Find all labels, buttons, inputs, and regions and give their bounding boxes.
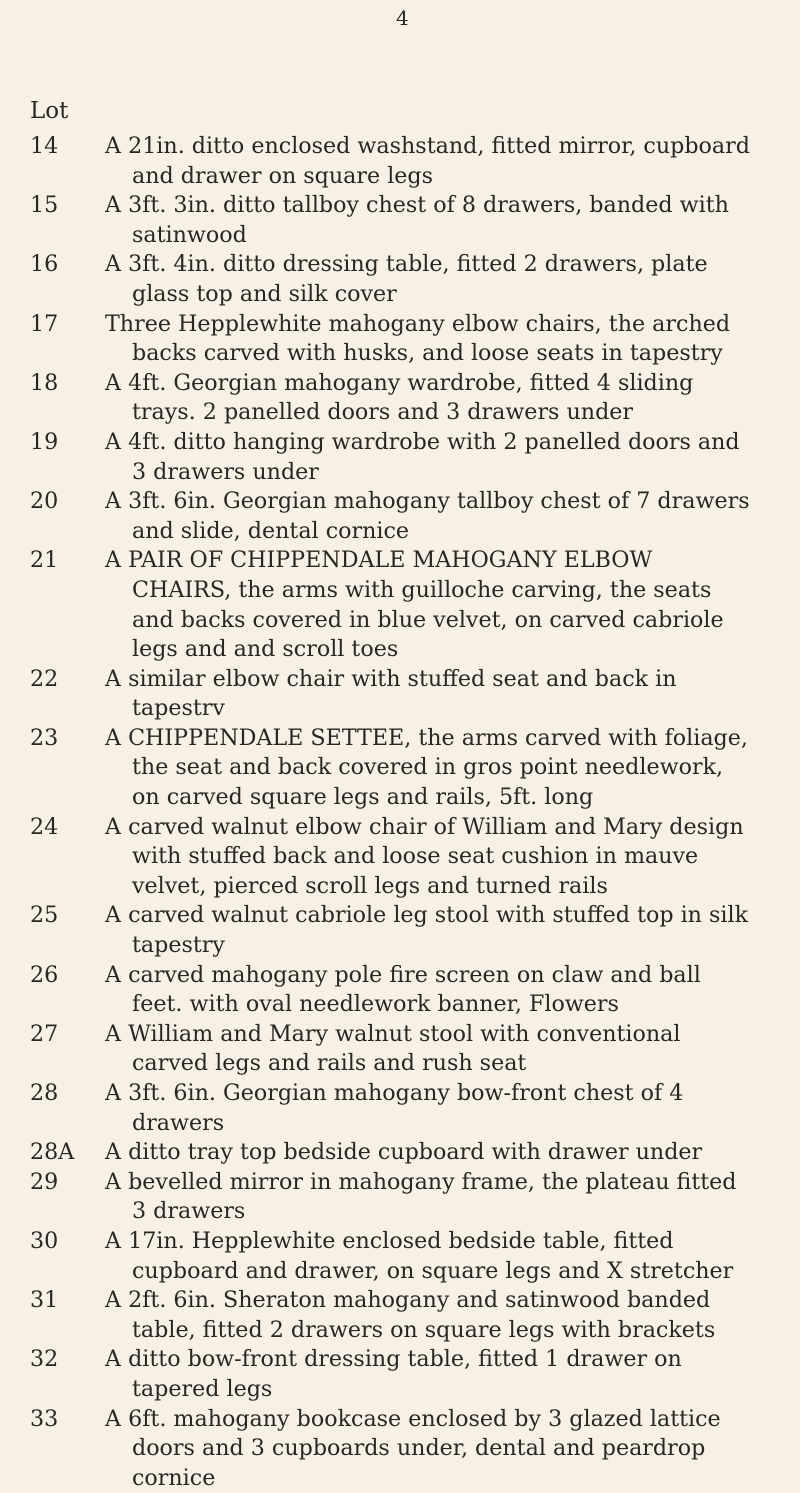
lot-description: A ditto bow-front dressing table, fitted 1 drawer on tapered legs [105,1346,682,1402]
lot-number: 32 [30,1346,59,1373]
lot-number: 27 [30,1020,59,1047]
lot-entry [0,487,800,546]
lot-description: A 4ft. ditto hanging wardrobe with 2 panelled doors and 3 drawers under [105,428,740,485]
lot-description: A carved walnut cabriole leg stool with stuffed top in silk tapestry [105,902,749,959]
lot-description: A 6ft. mahogany bookcase enclosed by 3 glazed lattice doors and 3 cupboards under, dental and peardrop cornice [105,1405,721,1491]
lot-entry [0,1345,800,1404]
lot-number: 31 [30,1287,59,1314]
lot-description: A carved walnut elbow chair of William and Mary design with stuffed back and loose seat cushion in mauve velvet, pierced scroll legs and turned rails [105,813,744,899]
lot-list [0,132,800,1493]
lot-description: A 3ft. 6in. Georgian mahogany tallboy chest of 7 drawers and slide, dental cornice [105,488,750,544]
lot-entry [0,1286,800,1345]
lot-number: 23 [30,724,59,751]
lot-entry [0,369,800,428]
lot-description: A ditto tray top bedside cupboard with drawer under [105,1139,703,1166]
lot-description: A similar elbow chair with stuffed seat and back in tapestrv [105,665,677,722]
lot-description: A CHIPPENDALE SETTEE, the arms carved with foliage, the seat and back covered in gros point needlework, on carved square legs and rails, 5ft. long [105,724,748,811]
lot-description: A 3ft. 6in. Georgian mahogany bow-front chest of 4 drawers [105,1080,684,1136]
lot-number: 15 [30,192,59,219]
lot-description: A PAIR OF CHIPPENDALE MAHOGANY ELBOW CHAIRS, the arms with guilloche carving, the seats and backs covered in blue velvet, on carved cabriole legs and and scroll toes [105,547,724,663]
lot-number: 21 [30,547,59,574]
lot-entry [0,813,800,902]
lot-entry [0,250,800,309]
lot-number: 25 [30,902,59,929]
lot-number: 24 [30,813,59,840]
lot-number: 28A [30,1139,75,1166]
lot-entry [0,961,800,1020]
lot-entry [0,1138,800,1168]
lot-description: A carved mahogany pole fire screen on claw and ball feet. with oval needlework banner, Flowers [105,961,701,1018]
lot-number: 22 [30,665,59,692]
lot-number: 16 [30,251,59,278]
lot-column-heading: Lot [30,98,69,124]
lot-description: A 4ft. Georgian mahogany wardrobe, fitted 4 sliding trays. 2 panelled doors and 3 drawers under [105,369,694,426]
lot-number: 19 [30,428,59,455]
lot-number: 20 [30,488,59,515]
lot-description: A bevelled mirror in mahogany frame, the plateau fitted 3 drawers [105,1168,737,1225]
lot-entry [0,1168,800,1227]
lot-description: A 17in. Hepplewhite enclosed bedside table, fitted cupboard and drawer, on square legs and X stretcher [105,1227,734,1284]
lot-entry [0,901,800,960]
lot-entry [0,132,800,191]
lot-number: 33 [30,1405,59,1432]
lot-entry [0,191,800,250]
lot-number: 18 [30,369,59,396]
lot-entry [0,428,800,487]
lot-entry [0,1079,800,1138]
lot-entry [0,724,800,813]
lot-number: 28 [30,1080,59,1106]
lot-number: 30 [30,1227,59,1254]
lot-entry [0,1020,800,1079]
lot-description: A 3ft. 3in. ditto tallboy chest of 8 drawers, banded with satinwood [105,192,729,248]
lot-description: Three Hepplewhite mahogany elbow chairs, the arched backs carved with husks, and loose seats in tapestry [105,310,731,367]
lot-number: 29 [30,1168,59,1195]
page-number: 4 [396,6,409,30]
lot-description: A 2ft. 6in. Sheraton mahogany and satinwood banded table, fitted 2 drawers on square legs with brackets [105,1287,716,1343]
lot-entry [0,1227,800,1286]
lot-description: A 21in. ditto enclosed washstand, fitted mirror, cupboard and drawer on square legs [105,133,750,189]
lot-number: 17 [30,310,59,337]
lot-entry [0,665,800,724]
lot-entry [0,546,800,664]
lot-entry [0,1405,800,1493]
lot-description: A William and Mary walnut stool with conventional carved legs and rails and rush seat [105,1020,681,1077]
lot-number: 26 [30,961,59,988]
lot-entry [0,310,800,369]
lot-description: A 3ft. 4in. ditto dressing table, fitted 2 drawers, plate glass top and silk cover [105,251,708,307]
lot-number: 14 [30,133,59,159]
